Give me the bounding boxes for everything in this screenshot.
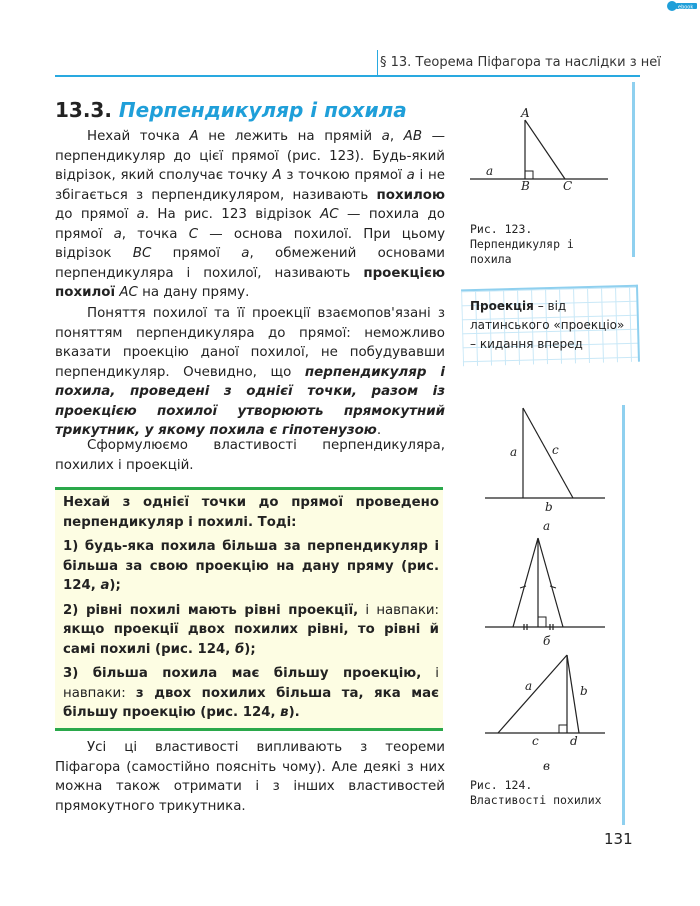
fig124c-label-c: c <box>532 734 539 748</box>
fig124c-letter: в <box>543 759 550 773</box>
ebook-logo <box>666 0 698 12</box>
section-title: Перпендикуляр і похила <box>118 98 407 122</box>
label-a: a <box>486 164 494 178</box>
fig124c-label-a: a <box>525 679 533 693</box>
figure-124 <box>470 400 620 790</box>
property-1: 1) будь-яка похила більша за перпендикуляр і більша за свою проекцію на дану пряму (рис. 124, а); <box>63 539 439 593</box>
section-heading <box>55 98 407 122</box>
figure-123-caption: Рис. 123. Перпендикуляр і похила <box>470 222 574 266</box>
box-intro: Нехай з однієї точки до прямої проведено перпендикуляр і похилі. Тоді: <box>63 495 439 530</box>
label-B: B <box>521 179 530 193</box>
page-number: 131 <box>604 830 633 848</box>
term-proektsiia: проекцією похилої <box>55 265 445 300</box>
paragraph-conclusion: Усі ці властивості випливають з теореми Піфагора (самостійно поясніть чому). Але деякі з них можна також отримати і з інших властивостей прямокутного трикутника. <box>55 740 445 814</box>
property-3: 3) більша похила має більшу проекцію, і навпаки: з двох похилих більша та, яка має більшу проекцію (рис. 124, в). <box>63 666 440 720</box>
fig124a-label-b: b <box>545 500 553 514</box>
paragraph-relation: Поняття похилої та її проекції взаємопов'язані з поняттям перпендикуляра до прямої: неможливо вказати проекцію даної похилої, не побудувавши перпендикуляр. Очевидно, що перпендикуляр і похила, проведені з однієї точки, разом із проекцією похилої утворюють прямокутний трикутник, у якому похила є гіпотенузою. <box>55 306 445 438</box>
fig124a-label-a: a <box>510 445 518 459</box>
figure-124-caption: Рис. 124. Властивості похилих <box>470 778 602 807</box>
section-number: 13.3. <box>55 98 112 122</box>
fig124a-label-c: c <box>552 443 559 457</box>
header-divider <box>377 50 378 75</box>
fig124c-label-b: b <box>580 684 588 698</box>
property-2: 2) рівні похилі мають рівні проекції, і навпаки: якщо проекції двох похилих рівні, то рівні й самі похилі (рис. 124, б); <box>63 602 440 657</box>
term-pokhyla: похилою <box>376 187 445 203</box>
fig124a-letter: а <box>543 519 551 533</box>
paragraph-formulate: Сформулюємо властивості перпендикуляра, похилих і проекцій. <box>55 438 445 473</box>
running-title: § 13. Теорема Піфагора та наслідки з неї <box>380 55 661 70</box>
svg-text:ebook: ebook <box>678 4 694 11</box>
fig124b-letter: б <box>543 634 551 648</box>
figure-123 <box>470 100 630 195</box>
term-note-word: Проекція <box>470 299 534 313</box>
figure-124-b <box>485 538 605 648</box>
figure-124-c <box>485 655 605 773</box>
key-statement: перпендикуляр і похила, проведені з однієї точки, разом із проекцією похилої утворюють прямокутний трикутник, у якому похила є гіпотенузою <box>55 364 445 438</box>
label-C: C <box>563 179 573 193</box>
figure-124-sidebar-bar <box>622 405 625 825</box>
paragraph-definition: Нехай точка A не лежить на прямій a, AB — перпендикуляр до цієї прямої (рис. 123). Будь-який відрізок, який сполучає точку A з точкою прямої a і не збігається з перпендикуляром, називають похилою до прямої a. На рис. 123 відрізок AC — похила до прямої a, точка C — основа похилої. При цьому відрізок BC прямої a, обмежений основами перпендикуляра і похилої, називають проекцією похилої AC на дану пряму. <box>55 129 446 300</box>
header-rule <box>55 75 640 77</box>
figure-sidebar-bar <box>632 82 635 257</box>
fig124c-label-d: d <box>570 734 578 748</box>
properties-box <box>55 487 443 731</box>
figure-124-a <box>485 408 605 533</box>
term-note: Проекція – від латинського «проекціо» – кидання вперед <box>470 299 625 351</box>
label-A: A <box>521 106 530 120</box>
